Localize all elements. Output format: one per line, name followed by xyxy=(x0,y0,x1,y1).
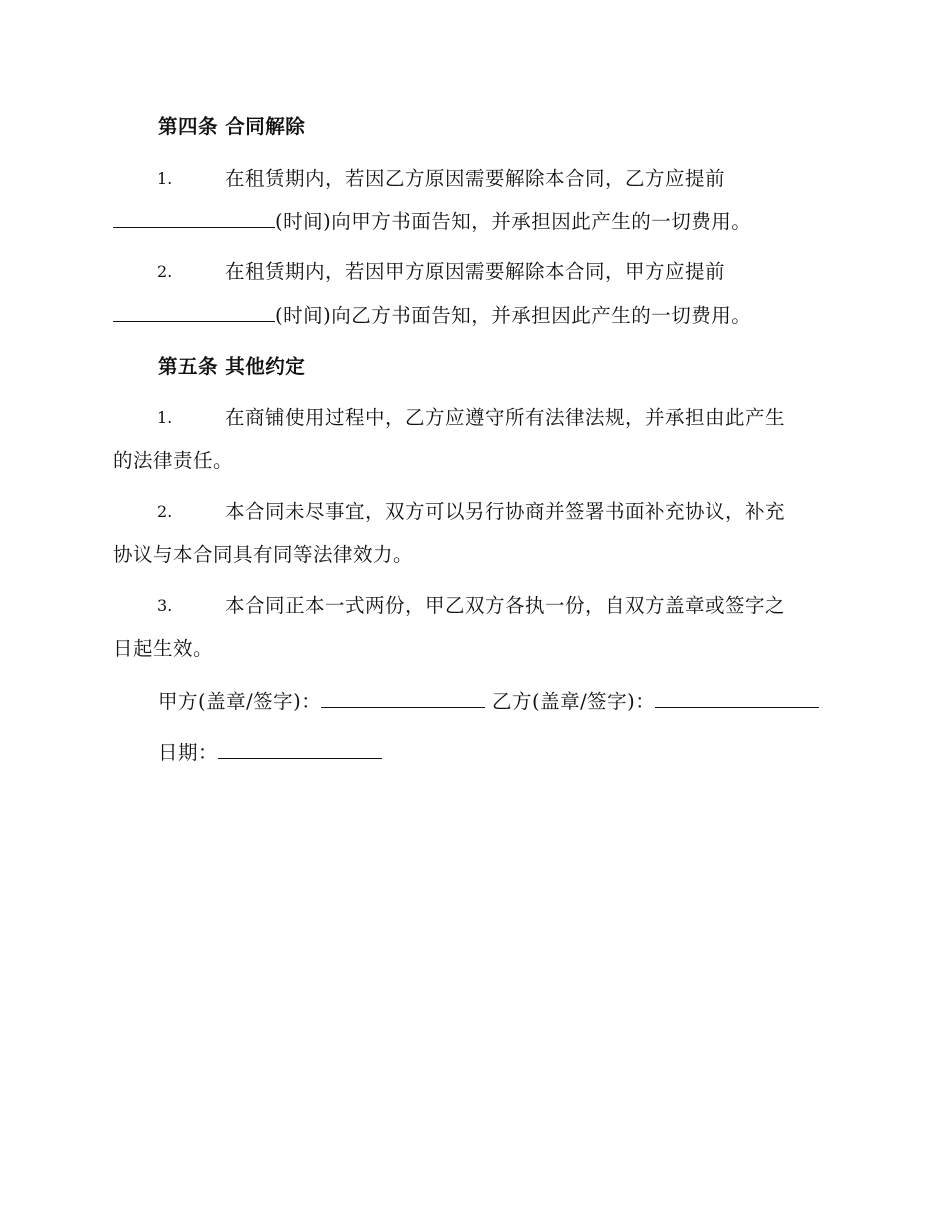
article-4-item-2-number: 2. xyxy=(157,262,173,281)
article-4-item-1-number: 1. xyxy=(157,169,173,188)
date-blank[interactable] xyxy=(218,738,382,759)
party-a-signature-label: 甲方(盖章/签字)： xyxy=(158,690,322,713)
article-5-item-1-line-2: 的法律责任。 xyxy=(113,449,234,472)
article-5-item-3-number: 3. xyxy=(157,596,173,615)
article-4-item-1-line-1: 在租赁期内，若因乙方原因需要解除本合同，乙方应提前 xyxy=(225,167,726,190)
party-b-signature-blank[interactable] xyxy=(655,687,819,708)
article-4-item-2-line-2-text: (时间)向乙方书面告知，并承担因此产生的一切费用。 xyxy=(275,304,752,327)
article-5-heading: 第五条 其他约定 xyxy=(158,355,306,378)
article-4-item-2-line-2 xyxy=(113,301,751,330)
signature-row xyxy=(158,687,819,716)
article-4-item-1-line-2 xyxy=(113,207,751,236)
party-b-signature-label: 乙方(盖章/签字)： xyxy=(492,690,656,713)
article-4-item-1-line-2-text: (时间)向甲方书面告知，并承担因此产生的一切费用。 xyxy=(275,210,752,233)
date-label: 日期： xyxy=(158,741,219,764)
article-5-item-2-line-1: 本合同未尽事宜，双方可以另行协商并签署书面补充协议，补充 xyxy=(225,500,786,523)
date-row xyxy=(158,738,382,767)
time-blank-line xyxy=(113,301,275,322)
article-4-heading: 第四条 合同解除 xyxy=(158,115,306,138)
article-5-item-3-line-2: 日起生效。 xyxy=(113,637,214,660)
article-5-item-2-line-2: 协议与本合同具有同等法律效力。 xyxy=(113,543,414,566)
article-5-item-1-line-1: 在商铺使用过程中，乙方应遵守所有法律法规，并承担由此产生 xyxy=(225,406,786,429)
article-5-item-1-number: 1. xyxy=(157,408,173,427)
party-a-signature-blank[interactable] xyxy=(321,687,485,708)
article-5-item-2-number: 2. xyxy=(157,502,173,521)
time-blank-line xyxy=(113,207,275,228)
article-4-item-2-line-1: 在租赁期内，若因甲方原因需要解除本合同，甲方应提前 xyxy=(225,260,726,283)
article-5-item-3-line-1: 本合同正本一式两份，甲乙双方各执一份，自双方盖章或签字之 xyxy=(225,594,786,617)
